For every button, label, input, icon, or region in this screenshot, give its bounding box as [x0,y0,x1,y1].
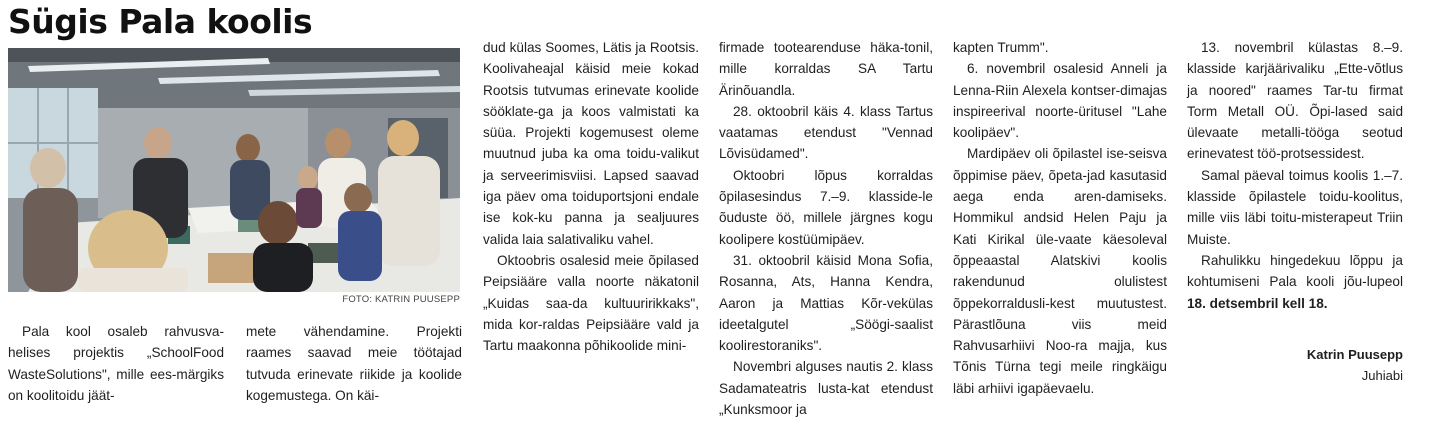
paragraph: Novembri alguses nautis 2. klass Sadamateatris lusta-kat etendust „Kunksmoor ja [719,359,933,418]
paragraph: kapten Trumm". [953,40,1049,55]
event-date: 18. detsembril kell 18. [1187,295,1328,311]
closing-text: Rahulikku hingedekuu lõppu ja kohtumiseni Pala kooli jõu-lupeol [1187,252,1403,290]
paragraph: Mardipäev oli õpilastel ise-seisva õppimise päev, õpeta-jad kasutasid aega enda aren-damiseks. Hommikul andsid Helen Paju ja Kati Kirikal üle-vaate käesoleval õppeaastal Alatskivi koolis rakendunud olulistest õppekorraldusli-kest muutustest. Pärastlõuna viis meid Rahvusarhiivi Noo-ra majja, kus Tõnis Türna tegi meile ringkäigu läbi arhiivi igapäevaelu. [953,146,1167,396]
photo-credit: FOTO: KATRIN PUUSEPP [342,294,460,305]
paragraph: firmade tootearenduse häka-tonil, mille korraldas SA Tartu Ärinõuandla. [719,40,933,98]
text-column-6 [1187,37,1403,386]
paragraph: 6. novembril osalesid Anneli ja Lenna-Riin Alexela kontser-dimajas inspireerival noorte-üritusel "Lahe koolipäev". [953,61,1167,141]
paragraph: Oktoobris osalesid meie õpilased Peipsiääre valla noorte näkatonil „Kuidas saa-da kultuuririkkaks", mida kor-raldas Peipsiääre vald ja Tartu maakonna põhikoolide mini- [483,252,699,354]
text-column-1 [8,321,224,406]
paragraph: Pala kool osaleb rahvusva-helises projektis „SchoolFood WasteSolutions", mille ees-märgiks on koolitoidu jäät- [8,324,224,403]
text-column-5 [953,37,1167,399]
text-column-3 [483,37,699,356]
text-column-2 [246,321,462,406]
paragraph: dud külas Soomes, Lätis ja Rootsis. Koolivaheajal käisid meie kokad Rootsis tutvumas erinevate koolide sööklate-ga ja koos valmistati ka süüa. Projekti kogemusest oleme muutnud juba ka oma toidu-valikut ja serveerimisviisi. Lapsed saavad iga päev oma toiduportsjoni endale ise kok-ku panna ja sealjuures valida laia salativaliku vahel. [483,40,699,247]
text-column-4 [719,37,933,420]
article-title: Sügis Pala koolis [8,2,313,41]
signature [1187,344,1403,386]
article-photo [8,48,460,292]
author-name: Katrin Puusepp [1306,346,1403,362]
paragraph: 13. novembril külastas 8.–9. klasside karjäärivaliku „Ette-võtlus ja noored" raames Tar-tu firmat Torm Metall OÜ. Õpi-lased said ülevaate metalli-tööga seotud erinevatest töö-protsessidest. [1187,40,1403,162]
paragraph: 31. oktoobril käisid Mona Sofia, Rosanna, Ats, Hanna Kendra, Aaron ja Mattias Kõr-vekülas ideetalgutel „Söögi-saalist koolirestoraniks". [719,252,933,354]
paragraph: 28. oktoobril käis 4. klass Tartus vaatamas etendust "Vennad Lõvisüdamed". [719,103,933,162]
paragraph: Oktoobri lõpus korraldas õpilasesindus 7.–9. klasside-le õuduste öö, millele järgnes kogu koolipere kostüümipäev. [719,167,933,247]
paragraph: mete vähendamine. Projekti raames saavad meie töötajad tutvuda erinevate riikide ja koolide kogemustega. On käi- [246,324,462,403]
author-role: Juhiabi [1361,367,1403,383]
closing-paragraph [1187,250,1403,314]
paragraph: Samal päeval toimus koolis 1.–7. klasside õpilastele toidu-koolitus, mille viis läbi toitu-misterapeut Triin Muiste. [1187,167,1403,247]
